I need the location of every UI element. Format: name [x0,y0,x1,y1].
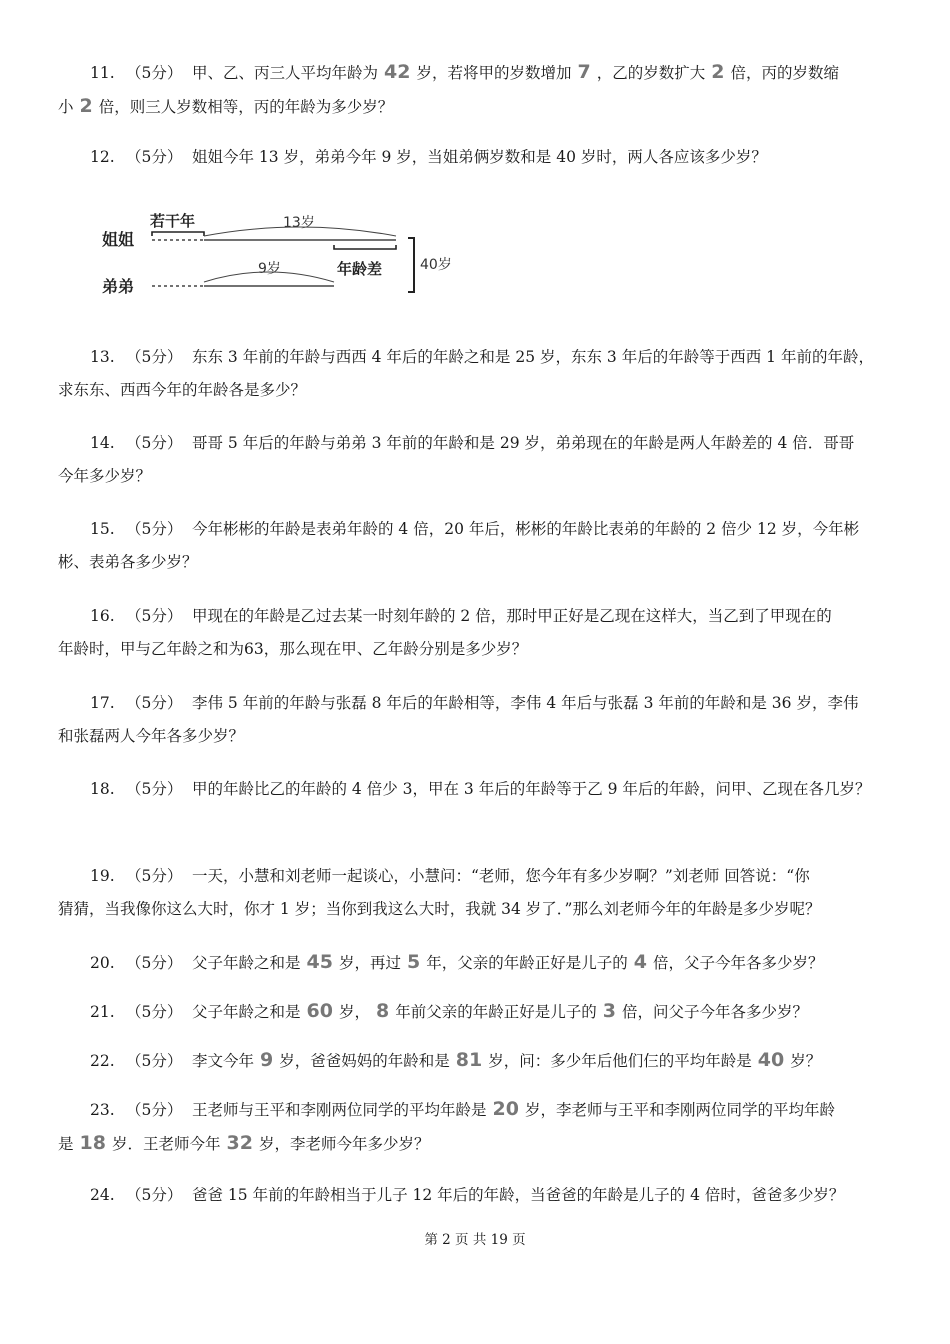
question-number: 23. [90,1101,115,1119]
question-points: （5分） [126,64,183,82]
question-21 [58,995,898,1029]
question-line [58,141,898,174]
label-diff: 年龄差 [337,260,383,278]
text-segment: 倍，则三人岁数相等，丙的年龄为多少岁？ [98,98,394,116]
question-line [58,427,898,460]
question-text: 哥哥 5 年后的年龄与弟弟 3 年前的年龄和是 29 岁，弟弟现在的年龄是两人年龄差的 4 倍．哥哥 [192,434,855,452]
question-23 [58,1093,898,1161]
number-value: 8 [375,1000,390,1022]
question-22 [58,1044,898,1078]
question-points: （5分） [126,348,183,366]
years-brace [152,232,204,236]
question-line: 彬、表弟各多少岁？ [58,553,198,571]
question-line [58,1179,898,1212]
question-text: 今年彬彬的年龄是表弟年龄的 4 倍，20 年后，彬彬的年龄比表弟的年龄的 2 倍少 12 岁，今年彬 [192,520,860,538]
text-segment: 倍，问父子今年各多少岁？ [621,1003,808,1021]
label-brother: 弟弟 [102,277,135,296]
question-number: 19. [90,867,115,885]
question-15 [58,513,898,579]
question-number: 22. [90,1052,115,1070]
question-line [58,1127,898,1161]
question-line [58,90,898,124]
question-16 [58,600,898,666]
text-segment: 岁？ [790,1052,822,1070]
text-segment: 王老师与王平和李刚两位同学的平均年龄是 [192,1101,487,1119]
question-line [58,860,898,893]
question-text: 甲的年龄比乙的年龄的 4 倍少 3，甲在 3 年后的年龄等于乙 9 年后的年龄，问甲、乙现在各几岁？ [192,780,871,798]
question-line [58,1093,898,1127]
number-value: 40 [757,1049,785,1071]
question-points: （5分） [126,1101,183,1119]
question-number: 21. [90,1003,115,1021]
text-segment: 年前父亲的年龄正好是儿子的 [395,1003,597,1021]
text-segment: 是 [58,1135,74,1153]
question-line [58,995,898,1029]
text-segment: 倍，父子今年各多少岁？ [652,954,824,972]
question-11 [58,56,898,124]
text-segment: 倍，丙的岁数缩 [730,64,839,82]
question-12 [58,141,898,174]
question-line [58,600,898,633]
text-segment: 岁，李老师与王平和李刚两位同学的平均年龄 [524,1101,835,1119]
question-points: （5分） [126,954,183,972]
label-9: 9岁 [258,261,281,277]
number-value: 32 [226,1132,253,1154]
question-20 [58,946,898,980]
text-segment: 父子年龄之和是 [192,1003,301,1021]
number-value: 60 [306,1000,333,1022]
question-points: （5分） [126,1052,183,1070]
number-value: 3 [602,1000,616,1022]
question-number: 20. [90,954,115,972]
question-line: 猜猜，当我像你这么大时，你才 1 岁；当你到我这么大时，我就 34 岁了．”那么刘老师今年的年龄是多少岁呢？ [58,900,821,918]
number-value: 18 [79,1132,106,1154]
age-line-diagram [100,200,470,310]
question-number: 24. [90,1186,115,1204]
label-sister: 姐姐 [102,230,135,249]
total-40-brace [408,238,414,292]
question-points: （5分） [126,434,183,452]
question-points: （5分） [126,694,183,712]
text-segment: 岁．王老师今年 [111,1135,221,1153]
question-number: 12. [90,148,115,166]
question-number: 11. [90,64,115,82]
text-segment: ，乙的岁数扩大 [596,64,706,82]
question-text: 爸爸 15 年前的年龄相当于儿子 12 年后的年龄，当爸爸的年龄是儿子的 4 倍时，爸爸多少岁？ [192,1186,845,1204]
question-number: 14. [90,434,115,452]
question-line [58,341,898,374]
number-value: 81 [455,1049,483,1071]
number-value: 5 [406,951,421,973]
text-segment: 岁，若将甲的岁数增加 [416,64,572,82]
question-text: 一天，小慧和刘老师一起谈心，小慧问：“老师，您今年有多少岁啊？”刘老师 回答说：“你 [192,867,810,885]
number-value: 2 [79,95,93,117]
question-line: 和张磊两人今年各多少岁？ [58,727,245,745]
question-line [58,56,898,90]
text-segment: 岁，李老师今年多少岁？ [258,1135,430,1153]
text-segment: 李文今年 [192,1052,255,1070]
question-number: 17. [90,694,115,712]
text-segment: 年，父亲的年龄正好是儿子的 [426,954,628,972]
question-points: （5分） [126,780,183,798]
question-text: 甲现在的年龄是乙过去某一时刻年龄的 2 倍，那时甲正好是乙现在这样大，当乙到了甲现在的 [192,607,832,625]
number-value: 45 [306,951,333,973]
question-13 [58,341,898,407]
question-points: （5分） [126,607,183,625]
question-line [58,946,898,980]
label-40: 40岁 [420,257,452,273]
question-points: （5分） [126,1003,183,1021]
text-segment: 甲、乙、丙三人平均年龄为 [192,64,379,82]
question-number: 16. [90,607,115,625]
number-value: 7 [577,61,591,83]
question-19 [58,860,898,926]
question-line: 今年多少岁？ [58,467,152,485]
question-text: 姐姐今年 13 岁，弟弟今年 9 岁，当姐弟俩岁数和是 40 岁时，两人各应该多少岁？ [192,148,767,166]
label-years: 若干年 [150,212,196,230]
question-18 [58,773,898,806]
label-13: 13岁 [283,215,315,231]
question-line [58,687,898,720]
question-line: 求东东、西西今年的年龄各是多少？ [58,381,307,399]
number-value: 42 [384,61,411,83]
question-text: 东东 3 年前的年龄与西西 4 年后的年龄之和是 25 岁，东东 3 年后的年龄等于西西 1 年前的年龄， [192,348,874,366]
question-number: 13. [90,348,115,366]
question-line: 年龄时，甲与乙年龄之和为63，那么现在甲、乙年龄分别是多少岁？ [58,640,528,658]
question-line [58,513,898,546]
text-segment: 岁，再过 [338,954,401,972]
question-14 [58,427,898,493]
question-text: 李伟 5 年前的年龄与张磊 8 年后的年龄相等，李伟 4 年后与张磊 3 年前的年龄和是 36 岁，李伟 [192,694,859,712]
text-segment: 父子年龄之和是 [192,954,301,972]
text-segment: 岁， [338,1003,370,1021]
question-points: （5分） [126,867,183,885]
question-points: （5分） [126,1186,183,1204]
age-diff-brace [334,245,396,249]
question-number: 15. [90,520,115,538]
text-segment: 小 [58,98,74,116]
question-line [58,773,898,806]
question-17 [58,687,898,753]
question-points: （5分） [126,520,183,538]
question-24 [58,1179,898,1212]
question-number: 18. [90,780,115,798]
number-value: 20 [492,1098,519,1120]
number-value: 4 [633,951,647,973]
number-value: 2 [711,61,725,83]
number-value: 9 [260,1049,274,1071]
question-line [58,1044,898,1078]
page-footer: 第 2 页 共 19 页 [424,1232,526,1248]
text-segment: 岁，问：多少年后他们仨的平均年龄是 [488,1052,752,1070]
question-points: （5分） [126,148,183,166]
text-segment: 岁，爸爸妈妈的年龄和是 [279,1052,450,1070]
